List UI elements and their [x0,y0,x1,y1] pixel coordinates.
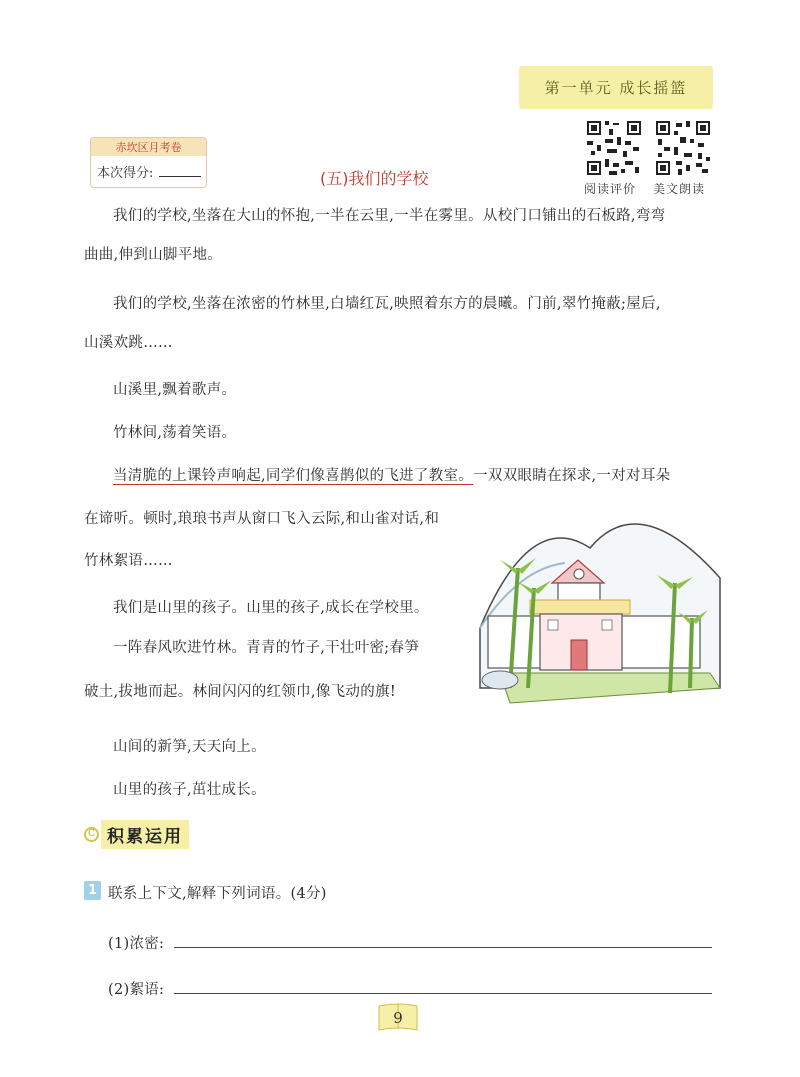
score-box [90,137,207,188]
article-line: 一阵春风吹进竹林。青青的竹子,干壮叶密;春笋 [113,640,420,656]
answer-label-1: (1)浓密: [108,936,165,952]
article-line: 山间的新笋,天天向上。 [113,739,266,755]
underlined-sentence: 当清脆的上课铃声响起,同学们像喜鹊似的飞进了教室。 [113,468,474,484]
qr-code-reading-eval-icon[interactable] [585,119,643,177]
score-blank[interactable] [159,176,201,177]
qr-caption-audio-reading: 美文朗读 [653,182,706,196]
question-number-badge: 1 [84,881,101,900]
answer-line-2[interactable] [174,993,712,994]
article-line: 在谛听。顿时,琅琅书声从窗口飞入云际,和山雀对话,和 [84,511,440,527]
article-line: 我们的学校,坐落在浓密的竹林里,白墙红瓦,映照着东方的晨曦。门前,翠竹掩蔽;屋后, [113,296,661,312]
unit-banner [519,66,713,109]
article-line-underlined [113,464,670,485]
article-line: 我们是山里的孩子。山里的孩子,成长在学校里。 [113,600,429,616]
question-prompt: 联系上下文,解释下列词语。(4分) [108,886,327,902]
answer-label-2: (2)絮语: [108,982,165,998]
article-line: 破土,拔地而起。林间闪闪的红领巾,像飞动的旗! [84,684,396,700]
section-title: 积累运用 [101,820,189,849]
article-line: 山溪欢跳…… [84,335,173,351]
unit-banner-text: 第一单元 成长摇篮 [544,79,688,97]
page-number: 9 [393,1009,403,1027]
section-header [84,820,189,848]
article-line: 我们的学校,坐落在大山的怀抱,一半在云里,一半在雾里。从校门口铺出的石板路,弯弯 [113,208,666,224]
score-tag: 赤坎区月考卷 [91,138,206,156]
circle-c-icon: C [84,827,99,842]
page-number-box [376,1002,420,1034]
qr-caption-reading-eval: 阅读评价 [584,182,637,196]
article-line: 山里的孩子,茁壮成长。 [113,782,266,798]
article-title: (五)我们的学校 [320,169,429,188]
score-label: 本次得分: [97,166,154,181]
article-line: 曲曲,伸到山脚平地。 [84,247,223,263]
article-line: 山溪里,飘着歌声。 [113,382,237,398]
school-bamboo-illustration [470,488,728,708]
article-line: 竹林间,荡着笑语。 [113,425,237,441]
article-line: 竹林絮语…… [84,553,173,569]
qr-code-audio-reading-icon[interactable] [654,119,712,177]
answer-line-1[interactable] [174,947,712,948]
article-line-tail: 一双双眼睛在探求,一对对耳朵 [473,468,671,484]
